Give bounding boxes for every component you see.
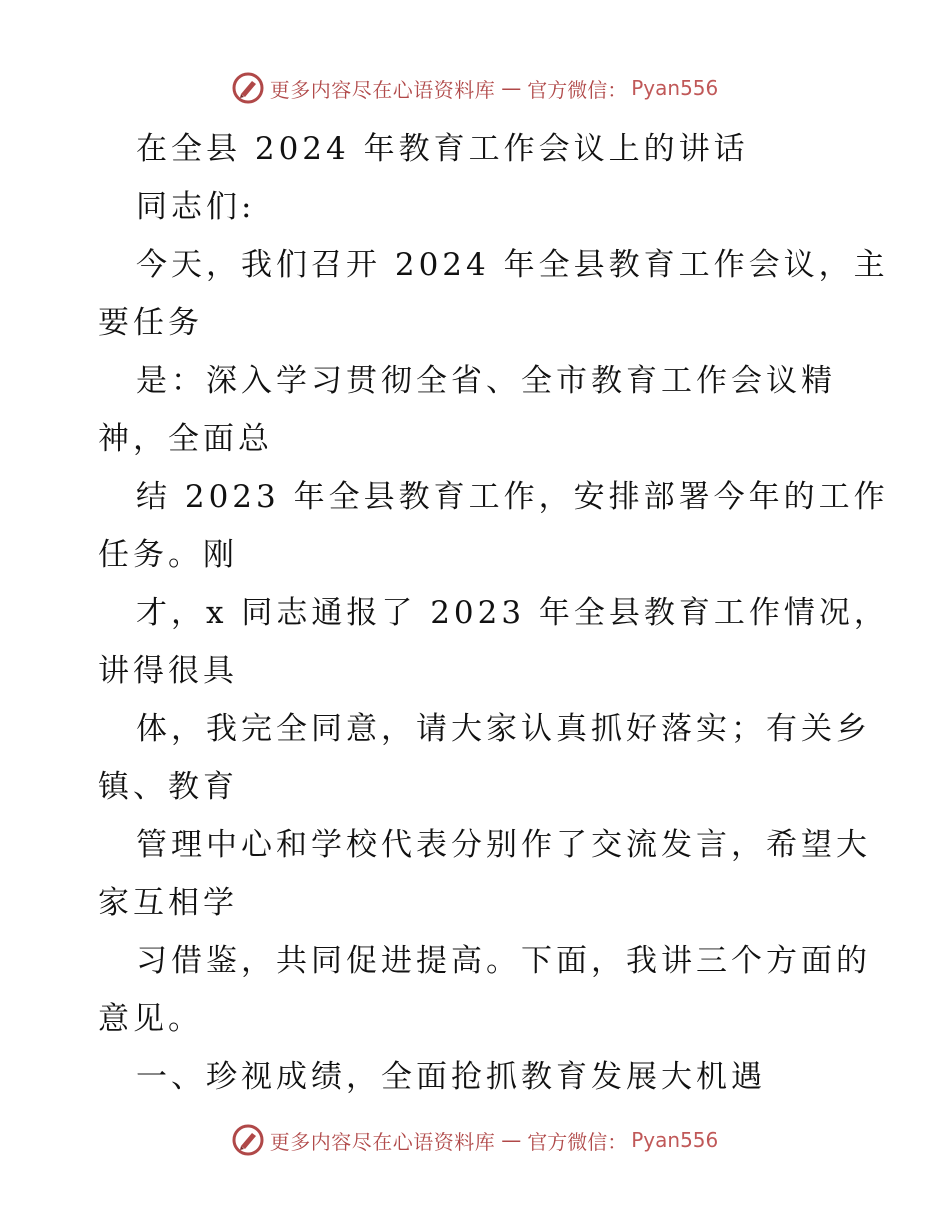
pen-seal-logo-icon [232,72,264,104]
footer-watermark [0,1124,950,1156]
text-line: 镇、教育 [98,769,238,805]
document-title: 在全县 2024 年教育工作会议上的讲话 [136,131,749,167]
text-line: 任务。刚 [98,537,238,573]
pen-seal-logo-icon [232,1124,264,1156]
watermark-id: Pyan556 [631,1128,719,1152]
text-line: 讲得很具 [98,653,238,689]
watermark-label: 官方微信： [527,77,628,102]
text-line: 家互相学 [98,885,238,921]
text-line: 是：深入学习贯彻全省、全市教育工作会议精 [136,363,836,399]
text-line: 今天，我们召开 2024 年全县教育工作会议，主 [136,247,889,283]
text-line: 要任务 [98,305,203,341]
text-line: 结 2023 年全县教育工作，安排部署今年的工作 [136,479,889,515]
text-line: 意见。 [98,1001,203,1037]
watermark-separator: — [501,76,522,100]
watermark-label: 官方微信： [527,1129,628,1154]
header-watermark [0,72,950,104]
text-line: 体，我完全同意，请大家认真抓好落实；有关乡 [136,711,871,747]
watermark-text: 更多内容尽在心语资料库 [269,1129,496,1154]
document-body [98,120,889,1106]
section-heading: 一、珍视成绩，全面抢抓教育发展大机遇 [136,1059,766,1095]
salutation: 同志们: [136,189,256,225]
watermark-text: 更多内容尽在心语资料库 [269,77,496,102]
text-line: 才，x 同志通报了 2023 年全县教育工作情况， [136,595,889,631]
watermark-separator: — [501,1128,522,1152]
watermark-id: Pyan556 [631,76,719,100]
text-line: 习借鉴，共同促进提高。下面，我讲三个方面的 [136,943,871,979]
text-line: 神，全面总 [98,421,273,457]
text-line: 管理中心和学校代表分别作了交流发言，希望大 [136,827,871,863]
